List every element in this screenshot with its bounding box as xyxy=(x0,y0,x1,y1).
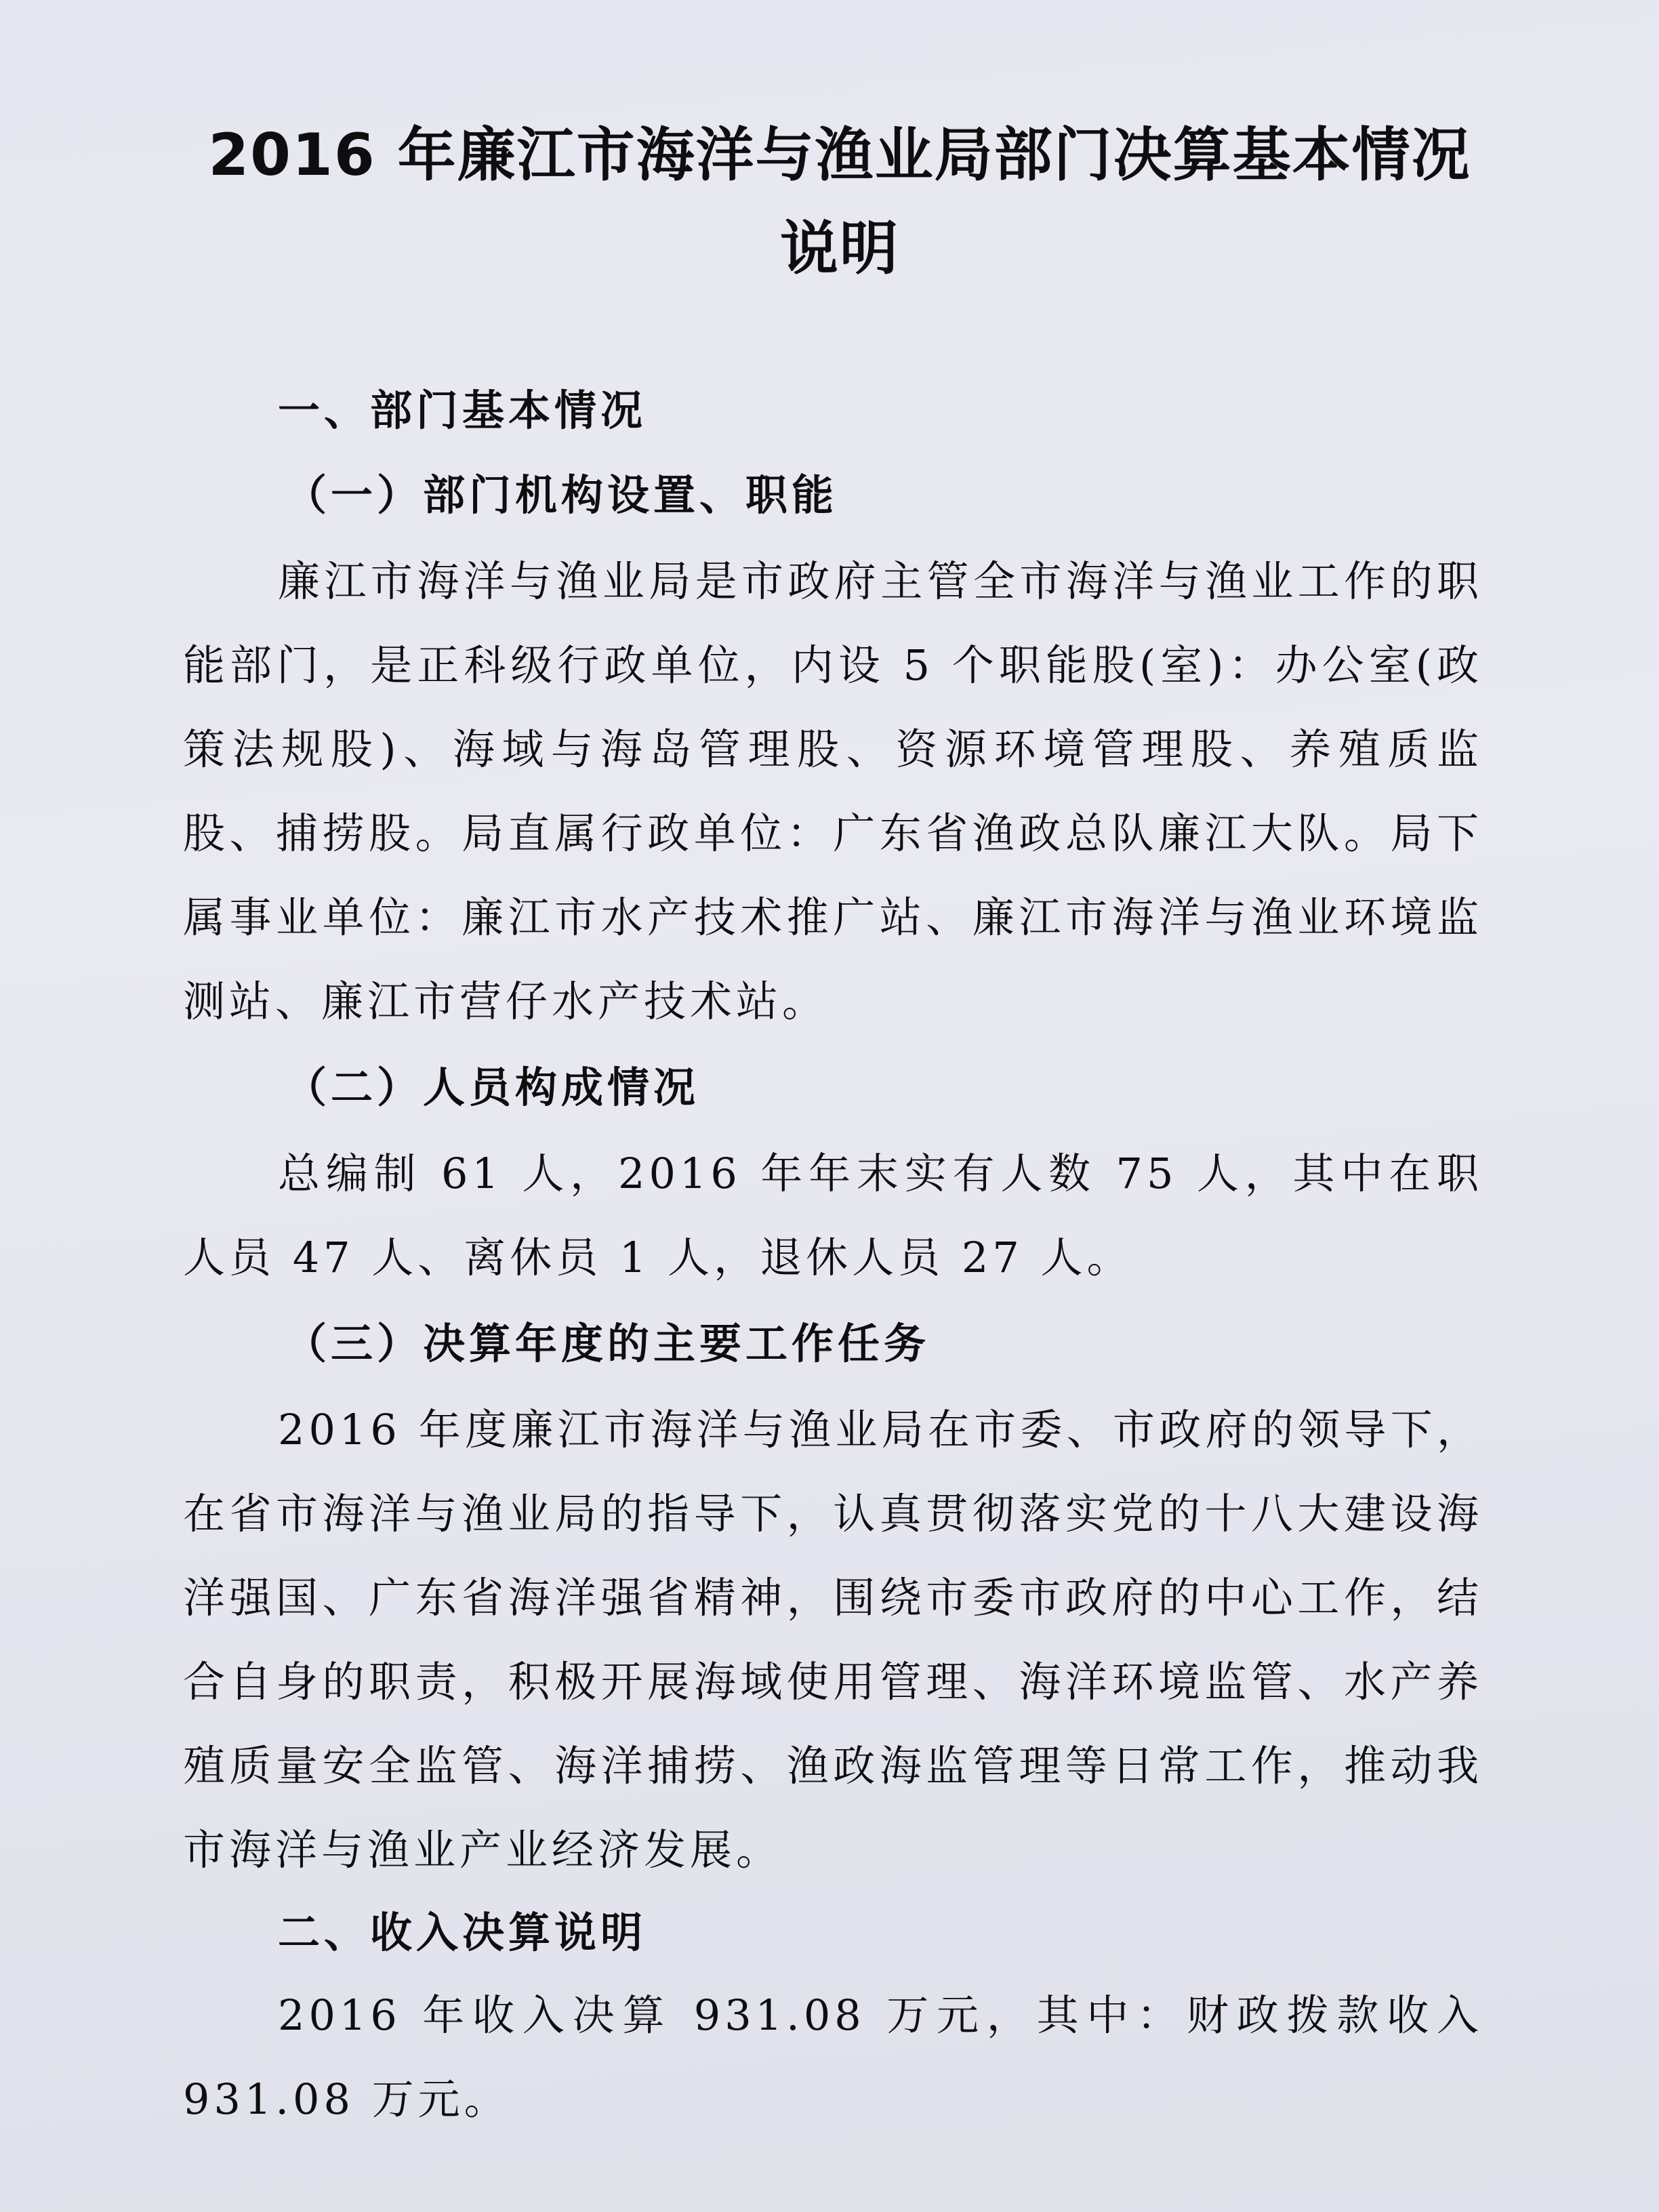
section-heading-income: 二、收入决算说明 xyxy=(278,1908,647,1957)
paragraph-organization: 廉江市海洋与渔业局是市政府主管全市海洋与渔业工作的职能部门，是正科级行政单位，内设 5 个职能股(室)：办公室(政策法规股)、海域与海岛管理股、资源环境管理股、养殖质监股、捕捞股。局直属行政单位：广东省渔政总队廉江大队。局下属事业单位：廉江市水产技术推广站、廉江市海洋与渔业环境监测站、廉江市营仔水产技术站。 xyxy=(183,556,1483,1026)
paragraph-tasks: 2016 年度廉江市海洋与渔业局在市委、市政府的领导下，在省市海洋与渔业局的指导下，认真贯彻落实党的十八大建设海洋强国、广东省海洋强省精神，围绕市委市政府的中心工作，结合自身的职责，积极开展海域使用管理、海洋环境监管、水产养殖质量安全监管、海洋捕捞、渔政海监管理等日常工作，推动我市海洋与渔业产业经济发展。 xyxy=(183,1405,1483,1875)
page-title xyxy=(183,108,1496,295)
paragraph-income: 2016 年收入决算 931.08 万元，其中：财政拨款收入 931.08 万元。 xyxy=(183,1990,1483,2124)
document-body xyxy=(183,370,1483,2142)
title-line-1: 2016 年廉江市海洋与渔业局部门决算基本情况 xyxy=(208,121,1471,189)
section-heading-basic-info: 一、部门基本情况 xyxy=(278,386,647,435)
subsection-heading-organization: （一）部门机构设置、职能 xyxy=(285,470,838,520)
paragraph-staff: 总编制 61 人，2016 年年末实有人数 75 人，其中在职人员 47 人、离休员 1 人，退休人员 27 人。 xyxy=(183,1149,1483,1282)
subsection-heading-tasks: （三）决算年度的主要工作任务 xyxy=(285,1319,930,1368)
subsection-heading-staff: （二）人员构成情况 xyxy=(285,1063,700,1112)
title-line-2: 说明 xyxy=(780,215,899,283)
